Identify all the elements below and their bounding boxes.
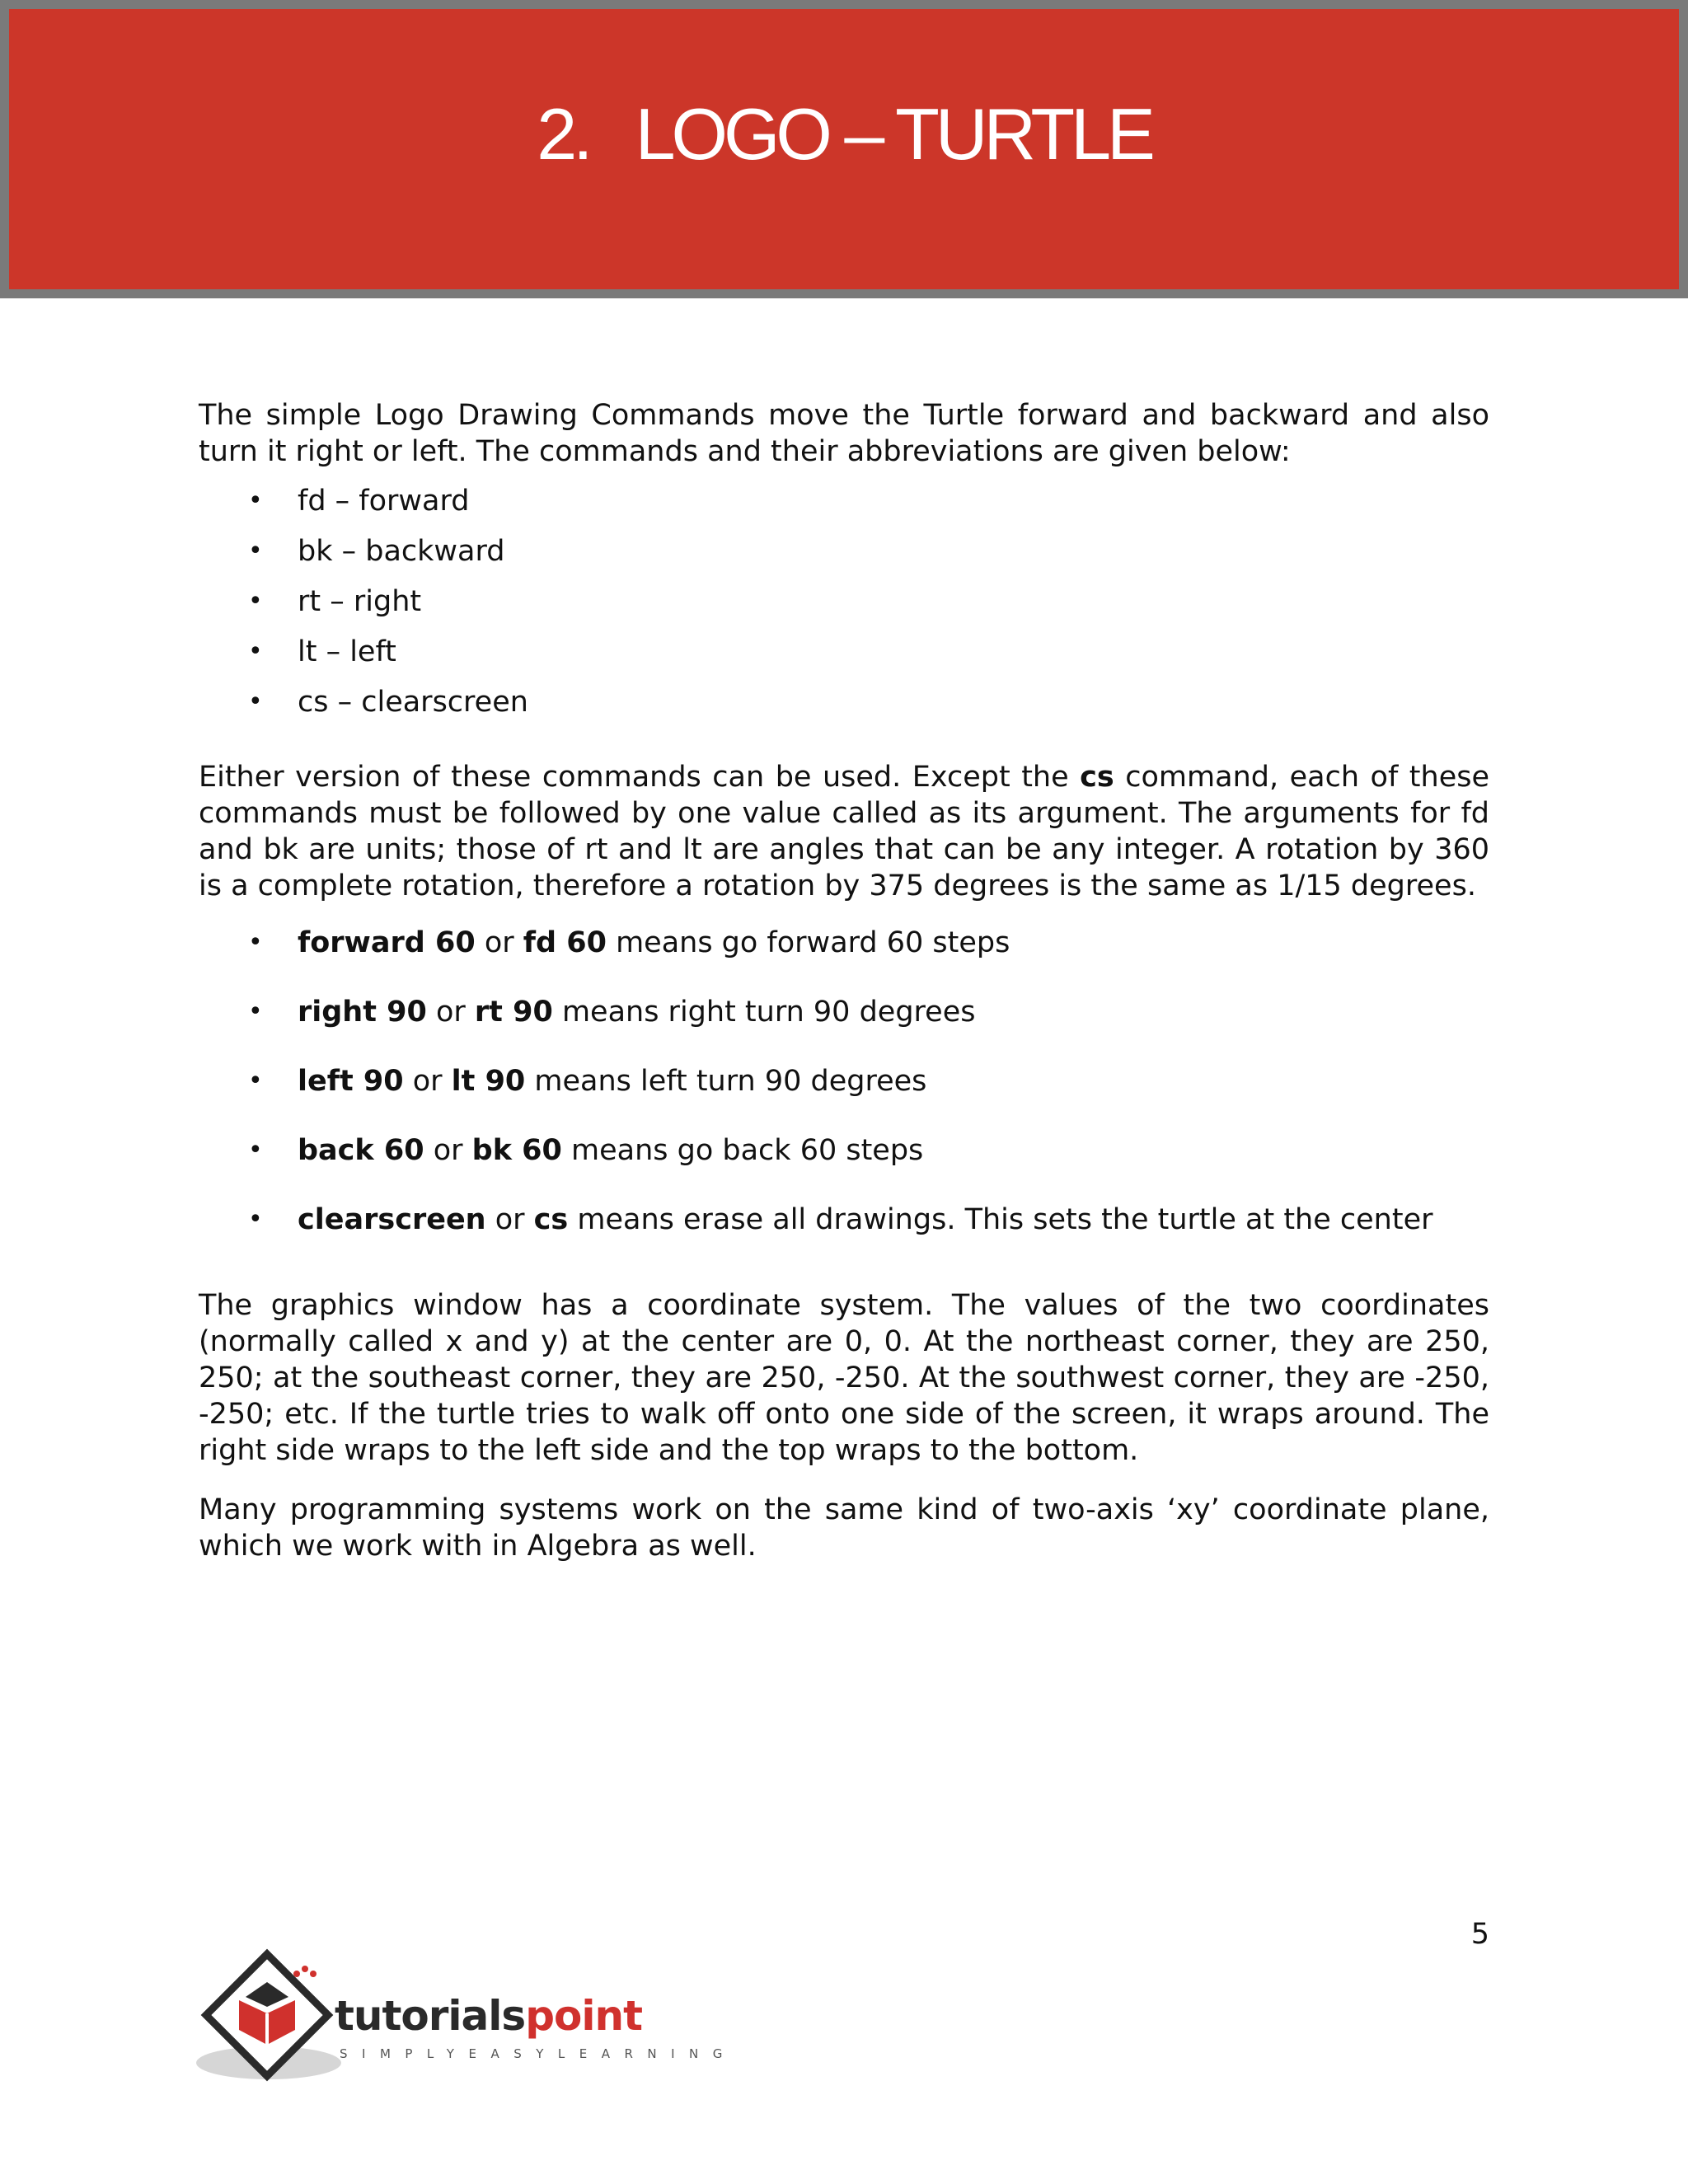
- bullet-icon: •: [248, 928, 263, 957]
- list-item: • fd – forward: [248, 485, 470, 518]
- list-item: • right 90 or rt 90 means right turn 90 degrees: [248, 996, 976, 1029]
- chapter-title: [9, 93, 1679, 175]
- bullet-icon: •: [248, 1136, 263, 1165]
- list-item: • bk – backward: [248, 535, 505, 568]
- list-item: • rt – right: [248, 585, 422, 618]
- algebra-paragraph: Many programming systems work on the same kind of two-axis ‘xy’ coordinate plane, which we work with in Algebra as well.: [199, 1493, 1489, 1563]
- arguments-paragraph: Either version of these commands can be used. Except the cs command, each of these commands must be followed by one value called as its argument. The arguments for fd and bk are units; those of rt and lt are angles that can be any integer. A rotation by 360 is a complete rotation, therefore a rotation by 375 degrees is the same as 1/15 degrees.: [199, 761, 1489, 902]
- bullet-icon: •: [248, 587, 263, 616]
- logo-tagline: SIMPLYEASYLEARNING: [340, 2046, 737, 2061]
- list-item: • left 90 or lt 90 means left turn 90 degrees: [248, 1065, 927, 1098]
- page-number: 5: [1470, 1918, 1489, 1951]
- page-content: [199, 397, 1489, 1564]
- bullet-icon: •: [248, 637, 263, 666]
- chapter-title-text: LOGO – TURTLE: [635, 93, 1151, 175]
- bullet-icon: •: [248, 687, 263, 716]
- bullet-icon: •: [248, 486, 263, 515]
- chapter-banner: [0, 0, 1688, 298]
- bullet-icon: •: [248, 997, 263, 1026]
- list-item: • forward 60 or fd 60 means go forward 60 steps: [248, 926, 1010, 959]
- example-list: [199, 925, 1489, 1271]
- list-item: • back 60 or bk 60 means go back 60 steps: [248, 1134, 924, 1167]
- tutorialspoint-logo: [195, 1949, 737, 2089]
- bullet-icon: •: [248, 1066, 263, 1095]
- list-item: • cs – clearscreen: [248, 686, 528, 719]
- bullet-icon: •: [248, 1205, 263, 1234]
- list-item: • lt – left: [248, 635, 396, 668]
- command-list: [199, 483, 1489, 734]
- chapter-number: 2.: [537, 93, 589, 175]
- intro-paragraph: The simple Logo Drawing Commands move the Turtle forward and backward and also turn it right or left. The commands and their abbreviations are given below:: [199, 399, 1489, 468]
- list-item: • clearscreen or cs means erase all drawings. This sets the turtle at the center: [248, 1203, 1433, 1236]
- svg-text:tutorialspoint: tutorialspoint: [335, 1992, 642, 2040]
- bullet-icon: •: [248, 537, 263, 565]
- coordinate-paragraph: The graphics window has a coordinate system. The values of the two coordinates (normally called x and y) at the center are 0, 0. At the northeast corner, they are 250, 250; at the southeast corner, they are 250, -250. At the southwest corner, they are -250, -250; etc. If the turtle tries to walk off onto one side of the screen, it wraps around. The right side wraps to the left side and the top wraps to the bottom.: [199, 1289, 1489, 1467]
